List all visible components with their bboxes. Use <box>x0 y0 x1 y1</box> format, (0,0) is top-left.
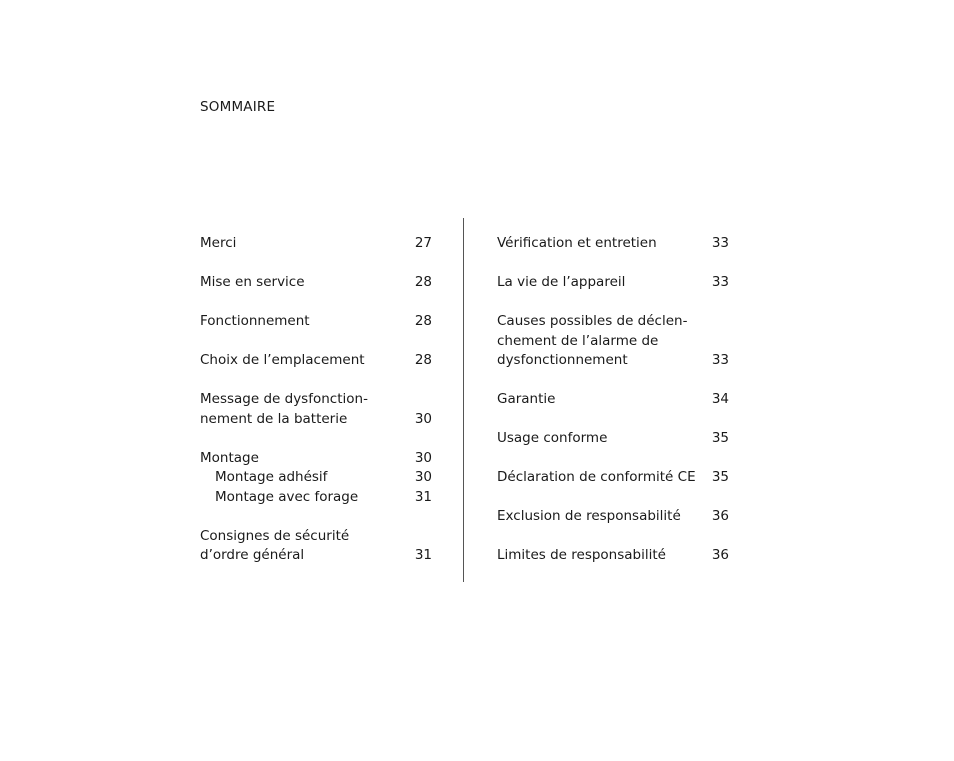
toc-entry[interactable] <box>497 468 729 488</box>
toc-entry-group <box>200 449 432 508</box>
toc-subentry-title: Montage avec forage <box>215 488 359 505</box>
toc-entry-page: 36 <box>711 547 729 563</box>
toc-entry-page: 30 <box>414 410 432 427</box>
toc-subentry-page: 30 <box>414 469 432 485</box>
toc-entry[interactable] <box>497 390 729 410</box>
toc-entry-title: Vérification et entretien <box>497 235 657 251</box>
toc-entry[interactable] <box>200 312 432 332</box>
toc-entry-page: 33 <box>711 274 729 290</box>
toc-entry-title: Garantie <box>497 391 556 407</box>
toc-entry[interactable] <box>200 527 432 566</box>
toc-entry-page: 34 <box>711 391 729 407</box>
toc-entry-title: Merci <box>200 235 237 251</box>
toc-entry-page: 36 <box>711 508 729 524</box>
toc-entry-title: Usage conforme <box>497 430 608 446</box>
toc-entry-page: 28 <box>414 274 432 290</box>
toc-subentry[interactable] <box>200 468 432 488</box>
toc-entry[interactable] <box>497 312 729 371</box>
toc-entry-title: Choix de l’emplacement <box>200 352 365 368</box>
toc-subentry-title: Montage adhésif <box>215 469 328 485</box>
toc-entry[interactable] <box>497 234 729 254</box>
toc-entry[interactable] <box>200 449 432 469</box>
toc-entry-title: Fonctionnement <box>200 313 310 329</box>
toc-entry-page: 28 <box>414 352 432 368</box>
toc-entry-title: Consignes de sécurité d’ordre général <box>200 527 350 563</box>
toc-column-right <box>497 234 729 585</box>
toc-entry-page: 33 <box>711 352 729 368</box>
toc-entry-title: Montage <box>200 449 259 466</box>
toc-entry[interactable] <box>497 507 729 527</box>
toc-entry[interactable] <box>200 273 432 293</box>
toc-entry-page: 28 <box>414 313 432 329</box>
toc-subentry-page: 31 <box>414 488 432 505</box>
toc-subentry[interactable] <box>200 488 432 508</box>
toc-entry[interactable] <box>200 234 432 254</box>
toc-entry-title: Limites de responsabilité <box>497 547 666 563</box>
toc-column-left <box>200 234 432 585</box>
toc-entry-title: Causes possibles de déclen- chement de l’alarme de dysfonctionnement <box>497 313 688 368</box>
toc-entry[interactable] <box>200 351 432 371</box>
toc-entry-page: 35 <box>711 430 729 446</box>
toc-entry-title: Déclaration de conformité CE <box>497 469 696 485</box>
toc-entry-page: 33 <box>711 235 729 251</box>
toc-entry-page: 31 <box>414 547 432 563</box>
toc-entry[interactable] <box>497 429 729 449</box>
toc-entry-title: Exclusion de responsabilité <box>497 508 681 524</box>
page-heading: SOMMAIRE <box>200 99 276 115</box>
column-divider <box>463 218 464 582</box>
toc-entry-title: Mise en service <box>200 274 305 290</box>
toc-entry-title: Message de dysfonction- nement de la batterie <box>200 391 368 427</box>
toc-entry-page: 30 <box>414 449 432 466</box>
toc-entry[interactable] <box>497 546 729 566</box>
toc-entry-page: 35 <box>711 469 729 485</box>
toc-entry-page: 27 <box>414 235 432 251</box>
toc-entry[interactable] <box>497 273 729 293</box>
toc-entry[interactable] <box>200 390 432 429</box>
toc-entry-title: La vie de l’appareil <box>497 274 626 290</box>
